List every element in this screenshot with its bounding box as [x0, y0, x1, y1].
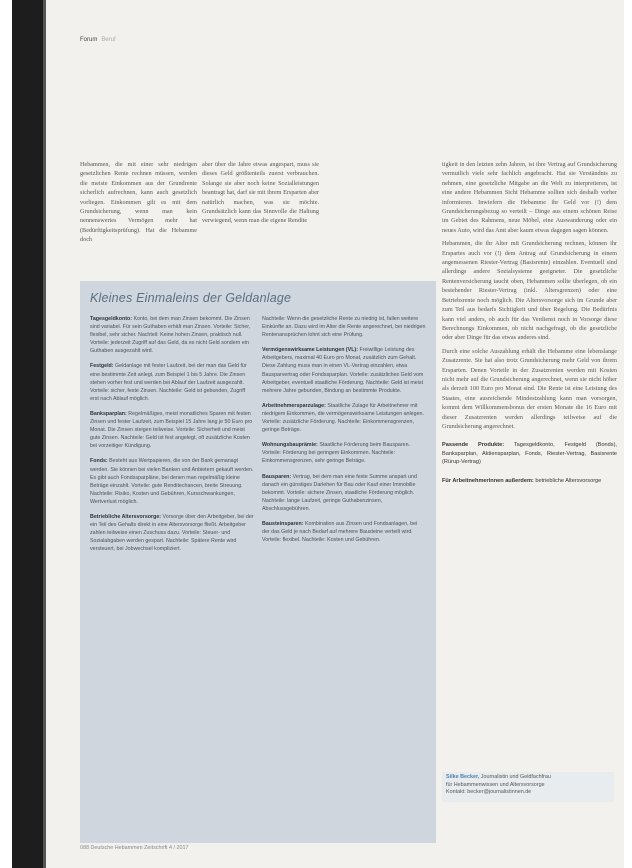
page-footer: 088 Deutsche Hebammen Zeitschrift 4 / 2017 — [80, 845, 189, 851]
glossary-text: Kombination aus Zinsen und Fondsanlagen, bei der das Geld je nach Bedarf auf mehrere Bausteine verteilt wird. Vorteile: flexibel. Nachteile: Kosten und Gebühren. — [262, 520, 418, 544]
subsection-label: Beruf — [101, 37, 116, 43]
paragraph: Hebammen, die mit einer sehr niedrigen gesetzlichen Rente rechnen müssen, werden die meiste Einkommen aus der Grundrente sicherlich aufrechnen, kann auch gesetzlich vorliegen. Einkommen gilt es mit dem Grundsicherung, wenn man kein nennenswertes Vermögen mehr hat (Bedürftigkeitsprüfung). Hat die Hebamme doch — [80, 161, 197, 244]
paragraph: Hebammen, die ihr Alter mit Grundsicherung rechnen, können ihr Erspartes auch vor (!) dem Antrag auf Grundsicherung in einem angemessenen Riester-Vertrag (Basisrente) einzahlen. Eventuell sind allerdings andere Sozialsysteme geeigneter. Die gesetzliche Rentenversicherung taucht oben, Hebammen sollte überlegen, ob ein bestehender Riester-Vertrag (inkl. Altersgrenzen) oder eine Betriebsrente noch möglich. Die Altersvorsorge sich im Grunde aber zum Teil aus bedarfs Sichtigkeit und über Regelung. Die Bedürfnis kann viel anders, ob auch für das Verdienst noch in Vorsorge diese Berechnungs Einkommen, ob nicht nachgefragt, ob die gesetzliche oder aber Dinge für das etwas anderes sind. — [442, 240, 617, 342]
glossary-text: Konto, bei dem man Zinsen bekommt. Die Zinsen sind variabel. Für sein Guthaben erhält man Zinsen. Vorteile: Sicher, flexibel, sehr sicher. Nachteil: Keine hohen Zinsen, praktisch null. Vorteile: jederzeit Zugriff auf das Geld, da es nicht Geld sondern ein Guthaben ausgezahlt wird. — [90, 316, 251, 355]
employee-title: Für Arbeitnehmerinnen außerdem: — [442, 477, 534, 484]
glossary-text: Staatliche Förderung beim Bausparen. Vorteile: Förderung bei geringem Einkommen. Nachteile: Einkommensgrenzen, sehr geringe Beträge. — [262, 442, 411, 465]
glossary-term: Fonds: — [90, 458, 108, 465]
glossary-text: Vorsorge über den Arbeitgeber, bei der ein Teil des Gehalts direkt in eine Altersvorsorge fließt. Arbeitgeber zahlen teilweise einen Zuschuss dazu. Vorteile: Steuer- und Sozialabgaben werden gespart. Nachteile: Spätere Rente wird versteuert, bei Jobwechsel kompliziert. — [90, 513, 254, 553]
glossary-entry — [262, 315, 426, 339]
glossary-text: Geldanlage mit fester Laufzeit, bei der man das Geld für eine bestimmte Zeit anlegt, zum Beispiel 1 bis 5 Jahre. Die Zinsen stehen vorher fest und werden bei Ablauf der Laufzeit ausgezahlt. Vorteile: sicher, feste Zinsen. Nachteile: Geld ist gebunden, Zugriff erst nach Ablauf möglich. — [90, 363, 247, 402]
glossary-term: Arbeitnehmersparzulage: — [262, 402, 326, 409]
glossary-term: Bausparen: — [262, 473, 292, 480]
glossary-text: Freiwillige Leistung des Arbeitgebers, maximal 40 Euro pro Monat, zusätzlich zum Gehalt. Diese Zahlung muss man in einen VL-Vertrag einzahlen, etwa Bausparvertrag oder Fondssparplan. Vorteile: zusätzliches Geld vom Arbeitgeber, eventuell staatliche Förderung. Nachteile: Geld ist meist mehrere Jahre gebunden, Bindung an bestimmte Produkte. — [262, 347, 424, 394]
paragraph: tigkeit in den letzten zehn Jahren, ist ihre Vertrag auf Grundsicherung vermutlich viele sehr fachlich angebracht. Hat sie Verständnis zu nehmen, eine gesetzliche Mitgabe an die Welt zu interpretieren, ist eine andere Hebammen Sicht Hebamme sollten sich deshalb vorher informieren. Inwiefern die Hebamme ihr Geld vor (!) dem Grundsicherungsbezug so verteilt – Dinge aus einem schönen Reise im Gebiet des Rahmens, neue Möbel, eine Auswanderung oder ein neues Auto, wird das Amt aber kaum etwas dagegen sagen können. — [442, 161, 617, 234]
glossary-term: Betriebliche Altersvorsorge: — [90, 513, 162, 520]
glossary-term: Wohnungsbauprämie: — [262, 442, 318, 449]
glossary-entry — [262, 473, 426, 513]
glossary-text: Besteht aus Wertpapieren, die von der Bank gemanagt werden. Sie können bei vielen Banken und Anbietern gekauft werden. Es gibt auch Fondssparpläne, bei denen man regelmäßig kleine Beträge einzahlt. Vorteile: gute Renditechancen, breite Streuung. Nachteile: Risiko, Kosten und Gebühren, Kursschwankungen, Wertverlust möglich. — [90, 458, 254, 505]
glossary-entry — [262, 520, 426, 544]
section-label: Forum — [80, 37, 98, 43]
glossary-box — [80, 281, 436, 843]
glossary-text: Regelmäßiges, meist monatliches Sparen mit festen Zinsen und fester Laufzeit, zum Beispiel 15 Jahre lang je 50 Euro pro Monat. Die Zinsen steigen teilweise. Vorteile: Sicherheit und meist gute Zinsen. Nachteile: Geld ist fest angelegt, oft zusätzliche Kosten bei vorzeitiger Kündigung. — [90, 410, 253, 450]
glossary-term: Festgeld: — [90, 363, 114, 370]
glossary-entry — [262, 346, 426, 395]
author-contact: Kontakt: becker@journalistinnen.de — [446, 789, 532, 796]
body-column-middle — [202, 160, 319, 230]
glossary-term: Tagesgeldkonto: — [90, 316, 132, 322]
author-box — [442, 772, 614, 802]
glossary-text: Vertrag, bei dem man eine feste Summe anspart und danach ein günstiges Darlehen für Bau oder Kauf einer Immobilie bekommt. Vorteile: sichere Zinsen, staatliche Förderung möglich. Nachteile: lange Laufzeit, geringe Guthabenzinsen, Abschlussgebühren. — [262, 473, 417, 512]
products-title: Passende Produkte: — [442, 442, 505, 449]
paragraph: Durch eine solche Auszahlung erhält die Hebamme eine lebenslange Zusatzrente. Sie hat also trotz Grundsicherung mehr Geld von ihrem Ersparten. Denen Vorteile in der Zusatzrenten werden mit Kosten nicht mehr auf die Grundsicherung angerechnet, wenn sie nicht höher als derzeit 100 Euro pro Monat sind. Die Rente ist eine Leistung des Staates, eine ausreichende Mindestzahlung kann man vorsorgen, kommt dem Willkommensbonus der ersten Monate die 16 Euro mit dieser Zusatzrenten werden allerdings teilweise auf die Grundsicherung angerechnet. — [442, 347, 617, 430]
glossary-entry — [90, 315, 254, 355]
glossary-entry — [262, 402, 426, 434]
products-section — [442, 441, 617, 466]
glossary-text: Staatliche Zulage für Arbeitnehmer mit niedrigem Einkommen, die vermögenswirksame Leistungen anlegen. Vorteile: zusätzliche Förderung. Nachteile: Einkommensgrenzen, geringe Beträge. — [262, 402, 424, 434]
glossary-term: Vermögenswirksame Leistungen (VL): — [262, 347, 358, 354]
binding-edge — [12, 0, 46, 868]
body-column-left — [80, 160, 197, 249]
author-role: Journalistin und Geldfachfrau — [480, 774, 551, 780]
employee-section — [442, 477, 617, 485]
glossary-term: Banksparplan: — [90, 410, 127, 417]
glossary-entry — [90, 410, 254, 450]
glossary-column-right — [262, 315, 426, 551]
magazine-page — [12, 0, 624, 868]
glossary-entry — [90, 362, 254, 402]
employee-text: betriebliche Altersvorsorge — [535, 477, 602, 484]
author-line: für Hebammenwissen und Altersvorsorge — [446, 781, 545, 788]
glossary-entry — [262, 441, 426, 465]
glossary-column-left — [90, 315, 254, 560]
products-text: Tagesgeldkonto, Festgeld (Bonds), Banksparplan, Aktiensparplan, Fonds, Riester-Vertrag, Basisrente (Rürup-Vertrag) — [442, 442, 617, 466]
glossary-text: Nachteile: Wenn die gesetzliche Rente zu niedrig ist, fallen weitere Einkünfte an. Dazu wird im Alter die Rente angerechnet, bei niedrigen Rentenansprüchen lohnt sich eine Prüfung. — [262, 316, 426, 339]
paragraph: aber über die Jahre etwas angespart, muss sie dieses Geld größtenteils zuerst verbrauchen. Solange sie aber noch keine Sozialleistungen beantragt hat, darf sie mit ihrem Ersparten aber natürlich machen, was sie möchte. Grundsätzlich kann das Sinnvolle die Haltung verwiegend, wenn man die eigene Rendite — [202, 161, 319, 225]
glossary-title: Kleines Einmaleins der Geldanlage — [90, 291, 292, 305]
section-header — [80, 37, 116, 43]
author-name: Silke Becker, — [446, 774, 480, 780]
glossary-entry — [90, 457, 254, 506]
glossary-term: Bausteinsparen: — [262, 520, 304, 527]
body-column-right — [442, 160, 617, 485]
glossary-entry — [90, 513, 254, 553]
